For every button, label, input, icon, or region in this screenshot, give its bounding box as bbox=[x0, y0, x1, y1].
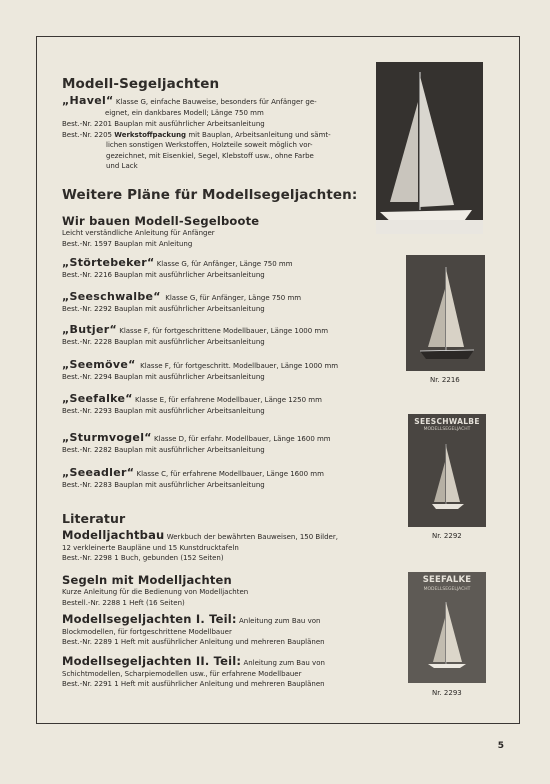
section-heading-weitere-plaene: Weitere Pläne für Modellsegeljachten: bbox=[62, 187, 358, 203]
literature-desc: Anleitung zum Bau von bbox=[243, 659, 325, 667]
sailboat-illustration bbox=[408, 414, 486, 527]
sailboat-illustration bbox=[408, 572, 486, 683]
sailboat-illustration bbox=[376, 62, 483, 234]
havel-desc-1: Klasse G, einfache Bauweise, besonders für Anfänger ge- bbox=[115, 98, 317, 106]
plan-entry bbox=[62, 325, 362, 347]
plan-entry bbox=[62, 258, 362, 280]
literature-line2: Best.-Nr. 2298 1 Buch, gebunden (152 Seiten) bbox=[62, 554, 224, 562]
plan-desc: Klasse F, für fortgeschrittene Modellbauer, Länge 1000 mm bbox=[119, 327, 329, 335]
literature-item bbox=[62, 656, 362, 690]
havel-entry bbox=[62, 96, 362, 172]
caption-2216: Nr. 2216 bbox=[430, 376, 460, 384]
plan-desc: Klasse G, für Anfänger, Länge 750 mm bbox=[156, 260, 293, 268]
plan-desc: Klasse F, für fortgeschritt. Modellbauer, Länge 1000 mm bbox=[140, 362, 339, 370]
order-2205-nr: Best.-Nr. 2205 bbox=[62, 130, 112, 139]
literature-item bbox=[62, 573, 362, 608]
plan-desc: Klasse C, für erfahrene Modellbauer, Länge 1600 mm bbox=[136, 470, 324, 478]
plan-line2: Best.-Nr. 2292 Bauplan mit ausführlicher Arbeitsanleitung bbox=[62, 304, 265, 313]
cover-title: SEESCHWALBE bbox=[414, 417, 480, 426]
havel-name: „Havel“ bbox=[62, 94, 114, 107]
havel-yacht-photo bbox=[376, 62, 483, 234]
seeschwalbe-cover bbox=[408, 414, 486, 527]
literature-line1: 12 verkleinerte Baupläne und 15 Kunstdrucktafeln bbox=[62, 543, 239, 552]
plan-line2: Best.-Nr. 1597 Bauplan mit Anleitung bbox=[62, 239, 193, 248]
plan-line2: Best.-Nr. 2294 Bauplan mit ausführlicher Arbeitsanleitung bbox=[62, 372, 265, 381]
literature-line1: Schichtmodellen, Scharpiemodellen usw., für erfahrene Modellbauer bbox=[62, 669, 302, 678]
havel-desc-2: eignet, ein dankbares Modell; Länge 750 mm bbox=[105, 108, 264, 117]
stoertebeker-photo bbox=[406, 255, 485, 371]
plan-desc: Klasse E, für erfahrene Modellbauer, Länge 1250 mm bbox=[135, 396, 322, 404]
plan-line2: Best.-Nr. 2228 Bauplan mit ausführlicher Arbeitsanleitung bbox=[62, 337, 265, 346]
plan-line1: Leicht verständliche Anleitung für Anfänger bbox=[62, 229, 215, 237]
section-heading-modell-segeljachten: Modell-Segeljachten bbox=[62, 76, 220, 92]
cover-subtitle: MODELLSEGELJACHT bbox=[423, 587, 471, 592]
seefalke-cover bbox=[408, 572, 486, 683]
cover-title: SEEFALKE bbox=[422, 575, 472, 585]
plan-entry bbox=[62, 433, 362, 455]
plan-entry bbox=[62, 468, 362, 490]
plan-entry bbox=[62, 394, 362, 416]
order-2201-nr: Best.-Nr. 2201 bbox=[62, 120, 112, 128]
plan-line2: Best.-Nr. 2283 Bauplan mit ausführlicher Arbeitsanleitung bbox=[62, 480, 265, 489]
literature-line2: Best.-Nr. 2289 1 Heft mit ausführlicher Anleitung und mehreren Bauplänen bbox=[62, 638, 325, 646]
plan-entry bbox=[62, 214, 362, 249]
literature-desc: Anleitung zum Bau von bbox=[238, 617, 321, 625]
plan-name: „Seeadler“ bbox=[62, 466, 135, 479]
literature-name: Modelljachtbau bbox=[62, 528, 165, 542]
plan-entry bbox=[62, 292, 362, 314]
literature-desc: Werkbuch der bewährten Bauweisen, 150 Bilder, bbox=[166, 533, 338, 541]
sailboat-illustration bbox=[406, 255, 485, 371]
plan-name: „Störtebeker“ bbox=[62, 256, 155, 269]
plan-line2: Best.-Nr. 2216 Bauplan mit ausführlicher Arbeitsanleitung bbox=[62, 270, 265, 279]
literature-line2: Bestell.-Nr. 2288 1 Heft (16 Seiten) bbox=[62, 598, 185, 607]
plan-name: „Butjer“ bbox=[62, 323, 117, 336]
literature-name: Modellsegeljachten II. Teil: bbox=[62, 654, 242, 668]
cover-subtitle: MODELLSEGELJACHT bbox=[423, 427, 471, 432]
section-heading-literatur: Literatur bbox=[62, 511, 126, 526]
plan-name: Wir bauen Modell-Segelboote bbox=[62, 214, 260, 228]
order-2205-text-3: gezeichnet, mit Eisenkiel, Segel, Klebstoff usw., ohne Farbe bbox=[106, 151, 314, 160]
literature-line1: Kurze Anleitung für die Bedienung von Modelljachten bbox=[62, 588, 249, 596]
literature-name: Segeln mit Modelljachten bbox=[62, 573, 232, 587]
plan-name: „Sturmvogel“ bbox=[62, 431, 152, 444]
literature-line2: Best.-Nr. 2291 1 Heft mit ausführlicher Anleitung und mehreren Bauplänen bbox=[62, 680, 325, 688]
plan-entry bbox=[62, 360, 362, 382]
literature-line1: Blockmodellen, für fortgeschrittene Modellbauer bbox=[62, 627, 232, 636]
plan-desc: Klasse D, für erfahr. Modellbauer, Länge 1600 mm bbox=[154, 435, 331, 443]
order-2205-text-4: und Lack bbox=[106, 162, 138, 170]
order-2205-bold: Werkstoffpackung bbox=[114, 130, 187, 139]
literature-item bbox=[62, 530, 362, 564]
caption-2293: Nr. 2293 bbox=[432, 689, 462, 697]
order-2205-text-2: lichen sonstigen Werkstoffen, Holzteile soweit möglich vor- bbox=[106, 141, 313, 149]
order-2205-text-1: mit Bauplan, Arbeitsanleitung und sämt- bbox=[188, 130, 331, 139]
caption-2292: Nr. 2292 bbox=[432, 532, 462, 540]
plan-desc: Klasse G, für Anfänger, Länge 750 mm bbox=[165, 294, 302, 302]
literature-item bbox=[62, 614, 362, 648]
plan-name: „Seeschwalbe“ bbox=[62, 290, 161, 303]
plan-name: „Seefalke“ bbox=[62, 392, 133, 405]
literature-name: Modellsegeljachten I. Teil: bbox=[62, 612, 237, 626]
plan-name: „Seemöve“ bbox=[62, 358, 136, 371]
plan-line2: Best.-Nr. 2293 Bauplan mit ausführlicher Arbeitsanleitung bbox=[62, 406, 265, 415]
order-2201-text: Bauplan mit ausführlicher Arbeitsanleitung bbox=[114, 120, 265, 128]
plan-line2: Best.-Nr. 2282 Bauplan mit ausführlicher Arbeitsanleitung bbox=[62, 445, 265, 454]
page-number: 5 bbox=[497, 741, 504, 751]
